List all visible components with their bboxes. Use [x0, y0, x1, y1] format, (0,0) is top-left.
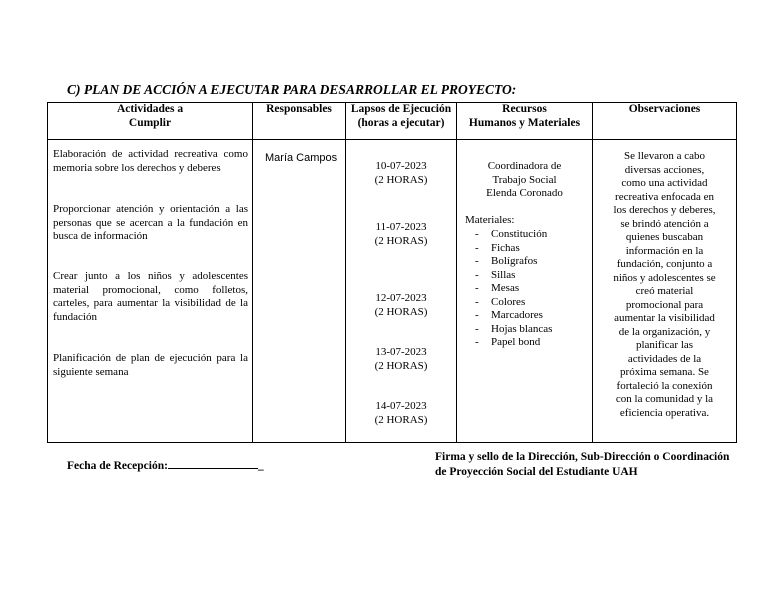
header-actividades-line2: Cumplir [128, 116, 172, 129]
obs-line: quienes buscaban [625, 231, 704, 243]
obs-line: niños y adolescentes se [613, 271, 716, 284]
lapso-fecha: 14-07-2023 [375, 400, 427, 412]
material-label: Marcadores [491, 309, 543, 321]
list-item: - Colores [475, 295, 526, 308]
lapso-horas: (2 HORAS) [374, 359, 428, 372]
lapso-4 [346, 346, 456, 373]
list-item: - Marcadores [475, 309, 543, 321]
header-actividades [48, 103, 253, 140]
recursos-humanos-line: Elenda Coronado [486, 187, 563, 199]
lapso-horas: (2 HORAS) [374, 173, 428, 186]
obs-line: actividades de la [627, 352, 702, 365]
obs-line: creó material [635, 285, 694, 297]
actividad-4: Planificación de plan de ejecución para la siguiente semana [53, 352, 248, 378]
fecha-recepcion [67, 457, 264, 472]
cell-recursos [457, 140, 593, 443]
header-actividades-line1: Actividades a [116, 103, 184, 115]
list-item: - Mesas [475, 282, 520, 294]
recursos-humanos [457, 160, 592, 201]
lapso-fecha: 10-07-2023 [375, 160, 427, 172]
recursos-humanos-line: Coordinadora de [487, 160, 562, 172]
obs-line: como una actividad [621, 177, 708, 189]
list-item: - Sillas [475, 268, 516, 281]
cell-actividades [48, 140, 253, 443]
lapso-2 [346, 221, 456, 248]
list-item: - Fichas [475, 241, 520, 254]
material-label: Papel bond [491, 336, 541, 348]
obs-line: eficiencia operativa. [619, 406, 710, 419]
lapso-fecha: 11-07-2023 [375, 221, 427, 233]
material-label: Sillas [491, 268, 516, 281]
actividad-1: Elaboración de actividad recreativa como memoria sobre los derechos y deberes [53, 148, 248, 174]
actividad-2: Proporcionar atención y orientación a las personas que se acercan a la fundación en busca de información [53, 203, 248, 242]
header-lapsos [346, 103, 457, 140]
lapso-1 [346, 160, 456, 187]
obs-line: fortaleció la conexión [616, 379, 713, 392]
material-label: Bolígrafos [491, 255, 538, 267]
obs-line: de la organización, y [618, 325, 711, 338]
lapso-fecha: 12-07-2023 [375, 292, 427, 304]
obs-line: con la comunidad y la [615, 393, 714, 405]
obs-line: aumentar la visibilidad [614, 312, 715, 324]
obs-line: planificar las [635, 339, 694, 351]
lapso-fecha: 13-07-2023 [375, 346, 427, 358]
header-recursos [457, 103, 593, 140]
materiales-label: Materiales: [465, 214, 515, 226]
list-item: - Constitución [475, 228, 548, 240]
obs-line: próxima semana. Se [620, 366, 709, 378]
material-label: Hojas blancas [491, 322, 553, 335]
list-item: - Papel bond [475, 336, 541, 348]
material-label: Constitución [491, 228, 548, 240]
observaciones-text [599, 150, 730, 420]
fecha-recepcion-label: Fecha de Recepción: [67, 460, 168, 472]
obs-line: información en la [625, 244, 704, 257]
firma-line: de Proyección Social del Estudiante UAH [435, 465, 638, 478]
material-label: Colores [491, 295, 526, 308]
action-plan-table [47, 102, 737, 443]
lapso-5 [346, 400, 456, 427]
header-observaciones: Observaciones [593, 103, 737, 140]
obs-line: fundación, conjunto a [616, 258, 713, 270]
firma-line: Firma y sello de la Dirección, Sub-Dirección o Coordinación [435, 451, 730, 463]
obs-line: se brindó atención a [620, 217, 709, 230]
cell-lapsos [346, 140, 457, 443]
fecha-recepcion-trail: _ [257, 460, 264, 472]
header-recursos-line1: Recursos [502, 103, 547, 115]
header-lapsos-line2: (horas a ejecutar) [357, 116, 445, 129]
responsable-name: María Campos [265, 152, 338, 164]
obs-line: promocional para [625, 298, 704, 311]
recursos-humanos-line: Trabajo Social [492, 173, 557, 186]
fecha-recepcion-line [168, 457, 258, 469]
lapso-3 [346, 292, 456, 319]
lapso-horas: (2 HORAS) [374, 305, 428, 318]
table-row [48, 140, 737, 443]
header-lapsos-line1: Lapsos de Ejecución [350, 103, 452, 115]
lapso-horas: (2 HORAS) [374, 413, 428, 426]
cell-observaciones [593, 140, 737, 443]
material-label: Fichas [491, 241, 520, 254]
materiales-list [475, 228, 552, 350]
firma-sello [435, 450, 755, 479]
actividad-3: Crear junto a los niños y adolescentes material promocional, como folletos, carteles, para aumentar la visibilidad de la fundación [53, 270, 248, 323]
material-label: Mesas [491, 282, 520, 294]
header-row [48, 103, 737, 140]
list-item: - Hojas blancas [475, 322, 553, 335]
obs-line: recreativa enfocada en [615, 190, 714, 203]
plan-title: C) PLAN DE ACCIÓN A EJECUTAR PARA DESARROLLAR EL PROYECTO: [67, 82, 517, 97]
cell-responsables [253, 140, 346, 443]
obs-line: los derechos y deberes, [613, 204, 716, 216]
lapso-horas: (2 HORAS) [374, 234, 428, 247]
obs-line: diversas acciones, [624, 163, 705, 176]
list-item: - Bolígrafos [475, 255, 538, 267]
header-recursos-line2: Humanos y Materiales [468, 116, 581, 129]
header-responsables: Responsables [253, 103, 346, 140]
obs-line: Se llevaron a cabo [624, 150, 705, 162]
